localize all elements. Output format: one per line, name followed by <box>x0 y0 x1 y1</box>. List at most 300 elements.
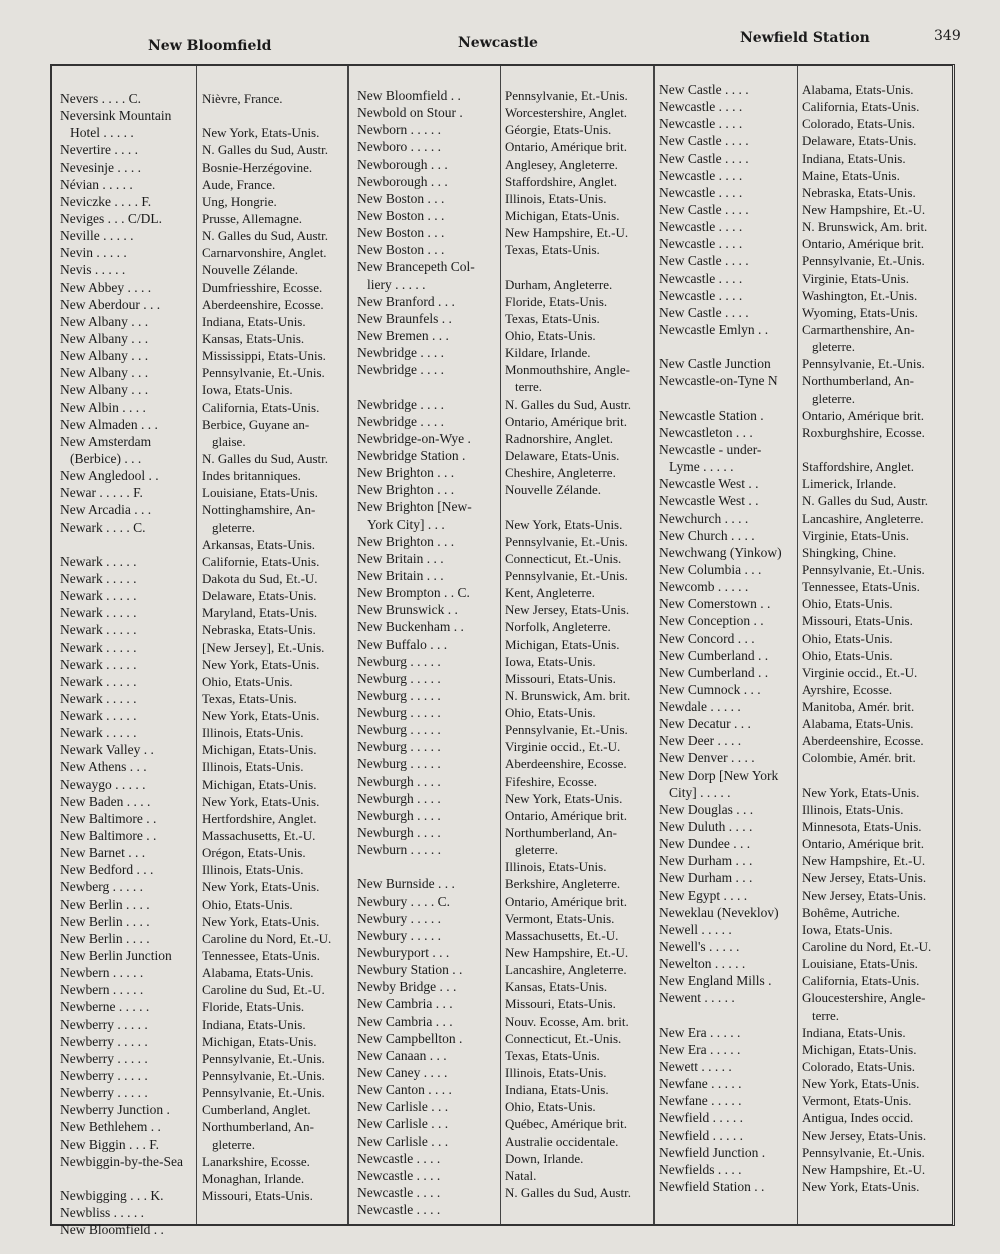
entry-name <box>60 1170 196 1187</box>
entry-location: Ontario, Amérique brit. <box>505 893 628 909</box>
entry-location: N. Galles du Sud, Austr. <box>505 396 632 412</box>
entry-name: Neversink Mountain <box>60 108 172 124</box>
entry-location: Iowa, Etats-Unis. <box>802 921 893 937</box>
entry-location: Ohio, Etats-Unis. <box>202 673 293 689</box>
entry-location: Kent, Angleterre. <box>505 585 595 601</box>
column-divider <box>797 66 798 1224</box>
entry-location: Californie, Etats-Unis. <box>202 553 320 569</box>
entry-location: Pennsylvanie, Et.-Unis. <box>802 561 925 577</box>
entry-name: (Berbice) . . . <box>70 450 142 466</box>
entry-location: Berkshire, Angleterre. <box>505 876 621 892</box>
entry-location: Lanarkshire, Ecosse. <box>202 1153 310 1169</box>
entry-location: Colorado, Etats-Unis. <box>802 1059 916 1075</box>
entry-location: New York, Etats-Unis. <box>202 879 320 895</box>
entry-location: N. Galles du Sud, Austr. <box>202 450 329 466</box>
entry-name: New Durham . . . <box>659 870 753 886</box>
entry-name: New Arcadia . . . <box>60 502 152 518</box>
gazetteer-names-column-3 <box>659 81 797 1195</box>
entry-location: Northumberland, An- <box>202 1119 314 1135</box>
entry-location: N. Galles du Sud, Austr. <box>202 142 329 158</box>
entry-name: New Carlisle . . . <box>357 1133 449 1149</box>
entry-location: Lancashire, Angleterre. <box>505 962 627 978</box>
entry-name: Newburg . . . . . <box>357 739 441 755</box>
entry-name: Newborough . . . <box>357 173 448 189</box>
entry-name: New Biggin . . . F. <box>60 1136 160 1152</box>
entry-location: Indiana, Etats-Unis. <box>202 313 306 329</box>
entry-name: New Era . . . . . <box>659 1024 741 1040</box>
entry-location: Aberdeenshire, Ecosse. <box>202 296 324 312</box>
entry-name: New Brighton . . . <box>357 533 455 549</box>
entry-name: New Canton . . . . <box>357 1082 452 1098</box>
entry-name: New Berlin Junction <box>60 948 172 964</box>
entry-location: Louisiane, Etats-Unis. <box>202 485 318 501</box>
entry-name: York City] . . . <box>367 516 445 532</box>
entry-location: terre. <box>515 379 543 395</box>
entry-name: Newberne . . . . . <box>60 999 150 1015</box>
entry-location: Pennsylvanie, Et.-Unis. <box>202 365 325 381</box>
entry-name: New Carlisle . . . <box>357 1099 449 1115</box>
entry-location: Manitoba, Amér. brit. <box>802 699 915 715</box>
entry-location: Indiana, Etats-Unis. <box>202 1016 306 1032</box>
entry-name: New Burnside . . . <box>357 876 455 892</box>
entry-name: Newark . . . . . <box>60 673 137 689</box>
entry-name: New Cambria . . . <box>357 996 453 1012</box>
entry-name: Newberry . . . . . <box>60 1085 148 1101</box>
entry-name: New Comerstown . . <box>659 596 771 612</box>
entry-location: Kansas, Etats-Unis. <box>505 979 608 995</box>
entry-name: Newburg . . . . . <box>357 756 441 772</box>
entry-name: New Berlin . . . . <box>60 913 150 929</box>
entry-name: Newbern . . . . . <box>60 982 144 998</box>
entry-name: Newfield . . . . . <box>659 1110 743 1126</box>
entry-name: New Cumnock . . . <box>659 681 761 697</box>
entry-name: New Aberdour . . . <box>60 296 161 312</box>
entry-name: New Albany . . . <box>60 382 149 398</box>
entry-name: New Brunswick . . <box>357 602 458 618</box>
entry-location: Carmarthenshire, An- <box>802 321 915 337</box>
entry-location: Dakota du Sud, Et.-U. <box>202 570 318 586</box>
entry-name: New Albany . . . <box>60 365 149 381</box>
entry-location: Bohême, Autriche. <box>802 904 900 920</box>
entry-name: Newbern . . . . . <box>60 965 144 981</box>
entry-location: Vermont, Etats-Unis. <box>802 1093 912 1109</box>
entry-location: gleterre. <box>212 519 255 535</box>
entry-name: New Egypt . . . . <box>659 887 748 903</box>
entry-name: New Albin . . . . <box>60 399 146 415</box>
entry-name: New Buffalo . . . <box>357 636 448 652</box>
entry-name: New Castle Junction <box>659 356 771 372</box>
entry-name: New England Mills . <box>659 973 772 989</box>
entry-location: Virginie occid., Et.-U. <box>505 739 621 755</box>
entry-name: Newcastle - under- <box>659 441 762 457</box>
entry-location: Monmouthshire, Angle- <box>505 362 630 378</box>
gazetteer-names-column-2 <box>357 87 500 1218</box>
entry-name: Newchwang (Yinkow) <box>659 544 782 560</box>
entry-location <box>802 767 952 784</box>
entry-location: Pennsylvanie, Et.-Unis. <box>202 1068 325 1084</box>
entry-name: Newbury Station . . <box>357 962 463 978</box>
entry-name: Newcastle Emlyn . . <box>659 321 769 337</box>
entry-location: gleterre. <box>812 339 855 355</box>
entry-name: Neviges . . . C/DL. <box>60 210 162 226</box>
entry-location: Prusse, Allemagne. <box>202 210 303 226</box>
entry-name: Newfield Station . . <box>659 1179 765 1194</box>
entry-name: New Cambria . . . <box>357 1013 453 1029</box>
entry-location: Ohio, Etats-Unis. <box>802 596 893 612</box>
entry-name: Newark . . . . C. <box>60 519 146 535</box>
entry-location: Ayrshire, Ecosse. <box>802 681 893 697</box>
entry-name: New Baltimore . . <box>60 828 157 844</box>
column-divider <box>500 66 501 1224</box>
entry-name: Newark . . . . . <box>60 725 137 741</box>
entry-location: Antigua, Indes occid. <box>802 1110 914 1126</box>
entry-location: Wyoming, Etats-Unis. <box>802 304 918 320</box>
entry-location: Texas, Etats-Unis. <box>202 690 297 706</box>
entry-location: Monaghan, Irlande. <box>202 1170 305 1186</box>
entry-name: Newcastle . . . . <box>659 287 743 303</box>
entry-location: Dumfriesshire, Ecosse. <box>202 279 323 295</box>
entry-name: New Britain . . . <box>357 567 444 583</box>
entry-name: Newberg . . . . . <box>60 879 143 895</box>
entry-location <box>505 258 653 275</box>
entry-name: Newcastle . . . . <box>357 1167 441 1183</box>
entry-location: Maryland, Etats-Unis. <box>202 605 318 621</box>
entry-name: Neviczke . . . . F. <box>60 193 152 209</box>
entry-name: New Columbia . . . <box>659 561 762 577</box>
entry-name: Newbury . . . . . <box>357 910 441 926</box>
entry-name: Newcastle . . . . <box>659 116 743 132</box>
entry-location <box>505 498 653 515</box>
entry-location: Ohio, Etats-Unis. <box>802 647 893 663</box>
entry-name: New Boston . . . <box>357 225 445 241</box>
entry-name: Newark . . . . . <box>60 553 137 569</box>
entry-location <box>202 107 347 124</box>
entry-name: New Braunfels . . <box>357 310 452 326</box>
entry-location: New York, Etats-Unis. <box>505 790 623 806</box>
entry-location: New Jersey, Etats-Unis. <box>802 887 927 903</box>
entry-name: New Boston . . . <box>357 190 445 206</box>
entry-name: New Bedford . . . <box>60 862 154 878</box>
entry-name: Newbridge . . . . <box>357 413 444 429</box>
entry-location: Virginie, Etats-Unis. <box>802 270 909 286</box>
entry-name: Newborough . . . <box>357 156 448 172</box>
entry-location: Illinois, Etats-Unis. <box>505 859 607 875</box>
entry-name: Newar . . . . . F. <box>60 485 143 501</box>
entry-location: Nouvelle Zélande. <box>202 262 299 278</box>
entry-location: Maine, Etats-Unis. <box>802 167 900 183</box>
entry-name: New Church . . . . <box>659 527 755 543</box>
entry-location: Colombie, Amér. brit. <box>802 750 916 766</box>
entry-name: New Castle . . . . <box>659 304 749 320</box>
entry-location: Connecticut, Et.-Unis. <box>505 1030 622 1046</box>
entry-location: New York, Etats-Unis. <box>202 913 320 929</box>
entry-location: Géorgie, Etats-Unis. <box>505 122 612 138</box>
entry-name: New Deer . . . . <box>659 733 742 749</box>
entry-location: Caroline du Nord, Et.-U. <box>802 939 932 955</box>
entry-name: Newberry . . . . . <box>60 1050 148 1066</box>
entry-location: Illinois, Etats-Unis. <box>505 190 607 206</box>
entry-name: Neville . . . . . <box>60 228 134 244</box>
entry-name: New Brancepeth Col- <box>357 259 475 275</box>
entry-location: Roxburghshire, Ecosse. <box>802 424 925 440</box>
entry-location: Ontario, Amérique brit. <box>802 236 925 252</box>
entry-name: Newcastle West . . <box>659 476 759 492</box>
entry-name: New Decatur . . . <box>659 716 751 732</box>
entry-location: Washington, Et.-Unis. <box>802 287 918 303</box>
entry-location: New Jersey, Etats-Unis. <box>505 602 630 618</box>
entry-name: Newboro . . . . . <box>357 139 441 155</box>
entry-name: New Carlisle . . . <box>357 1116 449 1132</box>
entry-name: Newark . . . . . <box>60 588 137 604</box>
entry-location: New Jersey, Etats-Unis. <box>802 1127 927 1143</box>
gazetteer-places-column-1 <box>202 90 347 1204</box>
entry-location: Texas, Etats-Unis. <box>505 1047 600 1063</box>
entry-name: Nevertire . . . . <box>60 142 138 158</box>
entry-location: N. Galles du Sud, Austr. <box>505 1185 632 1200</box>
entry-location: New Hampshire, Et.-U. <box>505 225 629 241</box>
entry-location: N. Brunswick, Am. brit. <box>802 219 928 235</box>
entry-name: Newberry . . . . . <box>60 1016 148 1032</box>
gazetteer-names-column-1 <box>60 90 196 1238</box>
entry-name: Newfield . . . . . <box>659 1127 743 1143</box>
entry-name: Newark . . . . . <box>60 570 137 586</box>
entry-name: New Almaden . . . <box>60 416 158 432</box>
entry-name: Newcastleton . . . <box>659 424 753 440</box>
entry-name: Newbridge . . . . <box>357 362 444 378</box>
entry-name: Newent . . . . . <box>659 990 735 1006</box>
entry-location: New York, Etats-Unis. <box>202 793 320 809</box>
entry-location: Arkansas, Etats-Unis. <box>202 536 316 552</box>
entry-name: Newfane . . . . . <box>659 1093 742 1109</box>
entry-name: New Era . . . . . <box>659 1041 741 1057</box>
entry-name: New Albany . . . <box>60 330 149 346</box>
entry-location: Staffordshire, Anglet. <box>802 459 915 475</box>
entry-name: Nevesinje . . . . <box>60 159 141 175</box>
entry-name: Newfield Junction . <box>659 1144 766 1160</box>
entry-location: Michigan, Etats-Unis. <box>202 742 317 758</box>
entry-name: Newbold on Stour . <box>357 105 463 121</box>
entry-location: New York, Etats-Unis. <box>802 1076 920 1092</box>
entry-name: New Dorp [New York <box>659 767 779 783</box>
entry-location: New Hampshire, Et.-U. <box>802 201 926 217</box>
entry-name: New Brighton [New- <box>357 499 472 515</box>
entry-name: Newcastle . . . . <box>357 1202 441 1218</box>
entry-location: Pennsylvanie, Et.-Unis. <box>802 1144 925 1160</box>
entry-name: Newborn . . . . . <box>357 122 441 138</box>
entry-location: Illinois, Etats-Unis. <box>202 862 304 878</box>
entry-location: Ontario, Amérique brit. <box>802 407 925 423</box>
entry-location: Indiana, Etats-Unis. <box>505 1082 609 1098</box>
entry-location: Minnesota, Etats-Unis. <box>802 819 922 835</box>
entry-location: Delaware, Etats-Unis. <box>802 133 917 149</box>
entry-location: Lancashire, Angleterre. <box>802 510 924 526</box>
entry-name: Newbridge-on-Wye . <box>357 430 471 446</box>
entry-name: Newcastle . . . . <box>659 184 743 200</box>
entry-location: Pennsylvanie, Et.-Unis. <box>202 1085 325 1101</box>
entry-name: New Buckenham . . <box>357 619 464 635</box>
entry-location: Ohio, Etats-Unis. <box>202 896 293 912</box>
entry-location: Indes britanniques. <box>202 468 301 484</box>
entry-name: New Castle . . . . <box>659 253 749 269</box>
entry-location: Anglesey, Angleterre. <box>505 156 618 172</box>
entry-name: Newburg . . . . . <box>357 670 441 686</box>
entry-name: liery . . . . . <box>367 276 426 292</box>
entry-location: California, Etats-Unis. <box>802 973 920 989</box>
gazetteer-places-column-3 <box>802 81 952 1195</box>
entry-name: Newcastle . . . . <box>357 1150 441 1166</box>
entry-location: Down, Irlande. <box>505 1150 584 1166</box>
entry-name: Nevis . . . . . <box>60 262 126 278</box>
entry-name: Newburg . . . . . <box>357 687 441 703</box>
entry-name: Newark . . . . . <box>60 690 137 706</box>
entry-name: New Branford . . . <box>357 293 455 309</box>
entry-location: Natal. <box>505 1167 537 1183</box>
entry-name: New Bloomfield . . <box>357 88 461 103</box>
entry-location: Bosnie-Herzégovine. <box>202 159 313 175</box>
entry-location: Virginie occid., Et.-U. <box>802 664 918 680</box>
entry-name: Newark . . . . . <box>60 605 137 621</box>
entry-name: New Concord . . . <box>659 630 755 646</box>
entry-location: Michigan, Etats-Unis. <box>802 1041 917 1057</box>
entry-name: Newbigging . . . K. <box>60 1188 164 1203</box>
entry-location: Aude, France. <box>202 176 276 192</box>
entry-location: Missouri, Etats-Unis. <box>505 996 616 1012</box>
entry-location: Massachusetts, Et.-U. <box>505 927 619 943</box>
entry-name: New Duluth . . . . <box>659 819 753 835</box>
entry-name: New Castle . . . . <box>659 150 749 166</box>
header-left-term: New Bloomfield <box>148 38 272 54</box>
entry-name: Newell . . . . . <box>659 921 732 937</box>
entry-name: Newark . . . . . <box>60 639 137 655</box>
entry-location: Missouri, Etats-Unis. <box>202 1188 313 1203</box>
entry-location: glaise. <box>212 433 246 449</box>
entry-location: Caroline du Sud, Et.-U. <box>202 982 325 998</box>
entry-location: Indiana, Etats-Unis. <box>802 1024 906 1040</box>
entry-location: Pennsylvanie, Et.-Unis. <box>505 533 628 549</box>
entry-location: Orégon, Etats-Unis. <box>202 845 306 861</box>
entry-name: New Barnet . . . <box>60 845 146 861</box>
entry-location: New York, Etats-Unis. <box>202 708 320 724</box>
entry-name: Newbury . . . . . <box>357 927 441 943</box>
entry-name: New Caney . . . . <box>357 1065 448 1081</box>
entry-name: New Bloomfield . . <box>60 1222 164 1238</box>
entry-location: Durham, Angleterre. <box>505 276 613 292</box>
entry-location: Illinois, Etats-Unis. <box>202 725 304 741</box>
entry-name: New Athens . . . <box>60 759 147 775</box>
entry-location: Floride, Etats-Unis. <box>505 293 608 309</box>
entry-name: Newcastle . . . . <box>659 167 743 183</box>
entry-location: Fifeshire, Ecosse. <box>505 773 598 789</box>
entry-location: Alabama, Etats-Unis. <box>202 965 314 981</box>
entry-name: New Angledool . . <box>60 468 159 484</box>
entry-location: Missouri, Etats-Unis. <box>505 670 616 686</box>
entry-location: Ohio, Etats-Unis. <box>505 705 596 721</box>
entry-location: Nouvelle Zélande. <box>505 482 602 498</box>
entry-location: Nebraska, Etats-Unis. <box>202 622 316 638</box>
entry-name: Newfane . . . . . <box>659 1076 742 1092</box>
entry-location: Missouri, Etats-Unis. <box>802 613 913 629</box>
entry-location: terre. <box>812 1007 840 1023</box>
entry-location: Pennsylvanie, Et.-Unis. <box>505 88 628 103</box>
entry-location: New York, Etats-Unis. <box>802 784 920 800</box>
entry-name: Newark Valley . . <box>60 742 154 758</box>
entry-location: Berbice, Guyane an- <box>202 416 310 432</box>
entry-location: Worcestershire, Anglet. <box>505 105 628 121</box>
entry-name: Newbridge . . . . <box>357 396 444 412</box>
entry-name: Newbury . . . . C. <box>357 893 450 909</box>
entry-name <box>60 536 196 553</box>
entry-name: Newbiggin-by-the-Sea <box>60 1153 183 1169</box>
entry-location: Mississippi, Etats-Unis. <box>202 348 326 364</box>
entry-location: Shingking, Chine. <box>802 544 897 560</box>
entry-location: Pennsylvanie, Et.-Unis. <box>202 1050 325 1066</box>
entry-location: New Hampshire, Et.-U. <box>802 853 926 869</box>
entry-name <box>659 1007 797 1024</box>
entry-location: N. Galles du Sud, Austr. <box>202 228 329 244</box>
entry-name: New Abbey . . . . <box>60 279 152 295</box>
entry-name: Newberry . . . . . <box>60 1033 148 1049</box>
entry-name: New Albany . . . <box>60 348 149 364</box>
entry-location: Delaware, Etats-Unis. <box>202 588 317 604</box>
entry-name: New Bremen . . . <box>357 327 449 343</box>
entry-location: Québec, Amérique brit. <box>505 1116 628 1132</box>
entry-name: Newburg . . . . . <box>357 722 441 738</box>
entry-name: Newberry . . . . . <box>60 1068 148 1084</box>
entry-location: California, Etats-Unis. <box>202 399 320 415</box>
entry-location: Colorado, Etats-Unis. <box>802 116 916 132</box>
entry-name: Newark . . . . . <box>60 622 137 638</box>
entry-name: New Dundee . . . <box>659 836 751 852</box>
entry-name: Newburgh . . . . <box>357 807 441 823</box>
entry-location: Hertfordshire, Anglet. <box>202 810 317 826</box>
entry-location: Norfolk, Angleterre. <box>505 619 611 635</box>
entry-location: Tennessee, Etats-Unis. <box>802 579 920 595</box>
entry-name: Newburgh . . . . <box>357 773 441 789</box>
entry-location: Massachusetts, Et.-U. <box>202 828 316 844</box>
entry-location: N. Brunswick, Am. brit. <box>505 687 631 703</box>
entry-name: New Durham . . . <box>659 853 753 869</box>
entry-name: New Berlin . . . . <box>60 930 150 946</box>
entry-location: gleterre. <box>812 390 855 406</box>
entry-name: Newburgh . . . . <box>357 790 441 806</box>
entry-name: Newby Bridge . . . <box>357 979 457 995</box>
entry-location: Floride, Etats-Unis. <box>202 999 305 1015</box>
entry-name: New Castle . . . . <box>659 133 749 149</box>
entry-location: Delaware, Etats-Unis. <box>505 447 620 463</box>
entry-location: Australie occidentale. <box>505 1133 619 1149</box>
gazetteer-places-column-2 <box>505 87 653 1201</box>
entry-name: Newburn . . . . . <box>357 842 441 858</box>
entry-name: Newcastle . . . . <box>357 1185 441 1200</box>
entry-location: Northumberland, An- <box>802 373 914 389</box>
entry-name: Newcastle . . . . <box>659 99 743 115</box>
entry-name: New Douglas . . . <box>659 801 754 817</box>
entry-location: Ontario, Amérique brit. <box>505 413 628 429</box>
entry-name: Newburg . . . . . <box>357 653 441 669</box>
entry-location: Ung, Hongrie. <box>202 193 277 209</box>
entry-location: Kansas, Etats-Unis. <box>202 330 305 346</box>
entry-location: Virginie, Etats-Unis. <box>802 527 909 543</box>
entry-location: Louisiane, Etats-Unis. <box>802 956 918 972</box>
entry-name: Newark . . . . . <box>60 708 137 724</box>
entry-name: New Cumberland . . <box>659 664 769 680</box>
entry-name: New Castle . . . . <box>659 201 749 217</box>
entry-location: Aberdeenshire, Ecosse. <box>802 733 924 749</box>
entry-name: Newbliss . . . . . <box>60 1205 144 1221</box>
entry-name: New Boston . . . <box>357 207 445 223</box>
entry-location: Nebraska, Etats-Unis. <box>802 184 916 200</box>
entry-location: Staffordshire, Anglet. <box>505 173 618 189</box>
